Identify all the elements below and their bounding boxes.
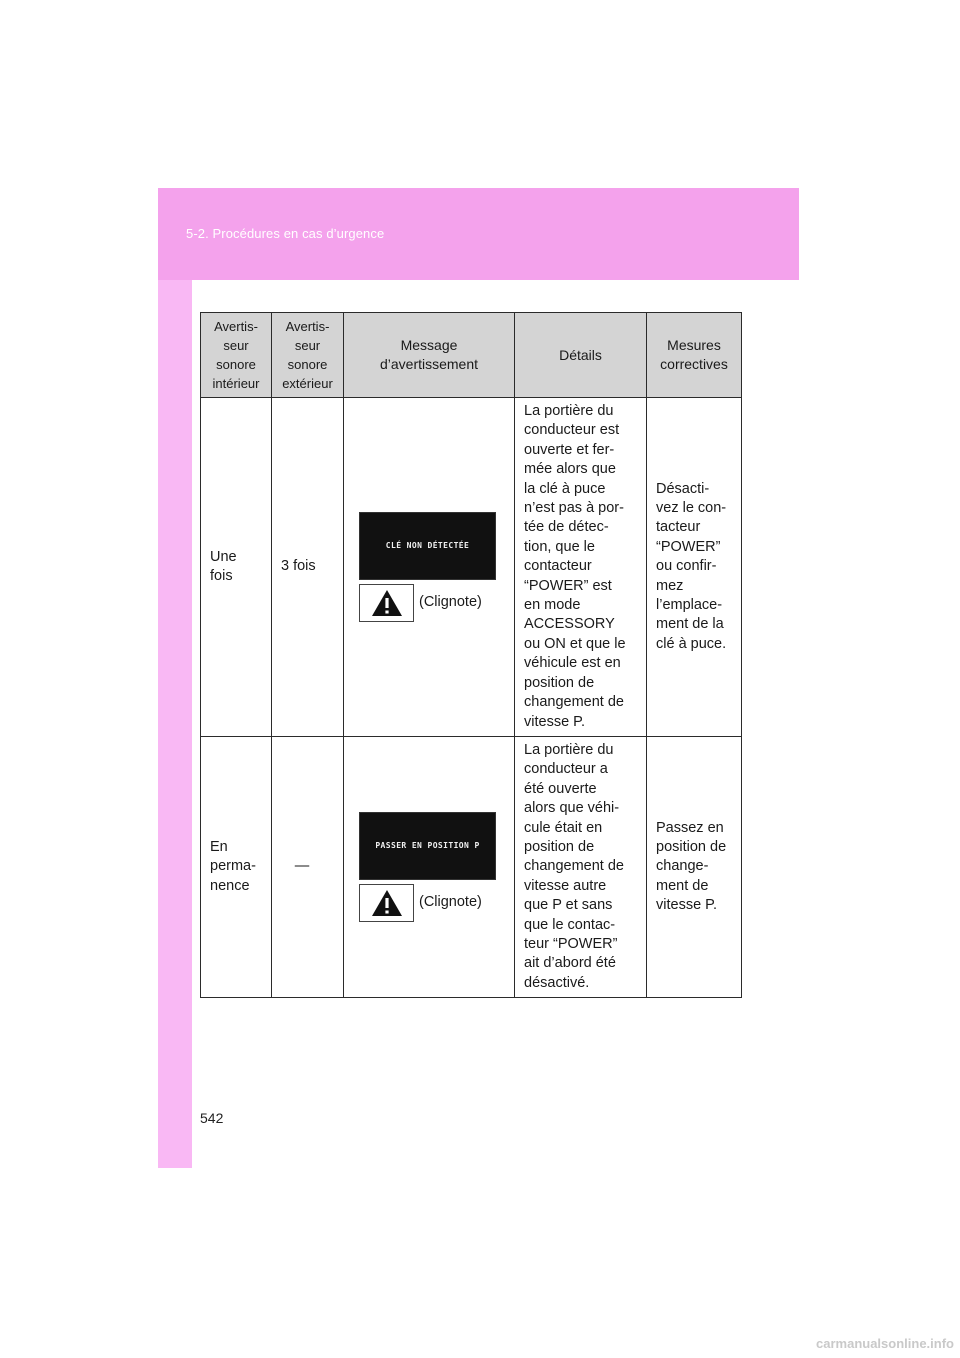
cell-warning-message xyxy=(344,736,515,997)
table-row xyxy=(201,736,742,997)
warning-triangle-icon xyxy=(359,584,414,622)
warning-table xyxy=(200,312,742,998)
cell-corrective-actions: Passez en position de change- ment de vitesse P. xyxy=(647,736,742,997)
display-message-text: CLÉ NON DÉTECTÉE xyxy=(385,541,470,551)
cell-corrective-actions: Désacti- vez le con- tacteur “POWER” ou confir- mez l’emplace- ment de la clé à puce. xyxy=(647,398,742,737)
section-title: 5-2. Procédures en cas d’urgence xyxy=(186,226,385,241)
table-row xyxy=(201,398,742,737)
blink-indicator xyxy=(359,584,514,622)
header-corrective-actions: Mesures correctives xyxy=(647,313,742,398)
cell-details: La portière du conducteur est ouverte et fer- mée alors que la clé à puce n’est pas à por- tée de détec- tion, que le contacteur “POWER” est en mode ACCESSORY ou ON et que le véhicule est en position de changement de vitesse P. xyxy=(515,398,647,737)
display-screen xyxy=(359,512,496,580)
cell-details: La portière du conducteur a été ouverte alors que véhi- cule était en position de changement de vitesse autre que P et sans que le contac- teur “POWER” ait d’abord été désactivé. xyxy=(515,736,647,997)
blink-label: (Clignote) xyxy=(419,594,482,611)
header-interior-buzzer: Avertis- seur sonore intérieur xyxy=(201,313,272,398)
blink-label: (Clignote) xyxy=(419,894,482,911)
blink-indicator xyxy=(359,884,514,922)
display-screen xyxy=(359,812,496,880)
cell-interior-buzzer: Une fois xyxy=(201,398,272,737)
footer-watermark: carmanualsonline.info xyxy=(816,1336,954,1351)
cell-warning-message xyxy=(344,398,515,737)
header-warning-message: Message d’avertissement xyxy=(344,313,515,398)
side-strip xyxy=(158,188,192,1168)
table-header-row xyxy=(201,313,742,398)
warning-triangle-icon xyxy=(359,884,414,922)
display-message-text: PASSER EN POSITION P xyxy=(375,841,480,851)
cell-exterior-buzzer: 3 fois xyxy=(272,398,344,737)
cell-interior-buzzer: En perma- nence xyxy=(201,736,272,997)
cell-exterior-buzzer: — xyxy=(272,736,344,997)
page-number: 542 xyxy=(200,1110,224,1126)
header-exterior-buzzer: Avertis- seur sonore extérieur xyxy=(272,313,344,398)
header-details: Détails xyxy=(515,313,647,398)
